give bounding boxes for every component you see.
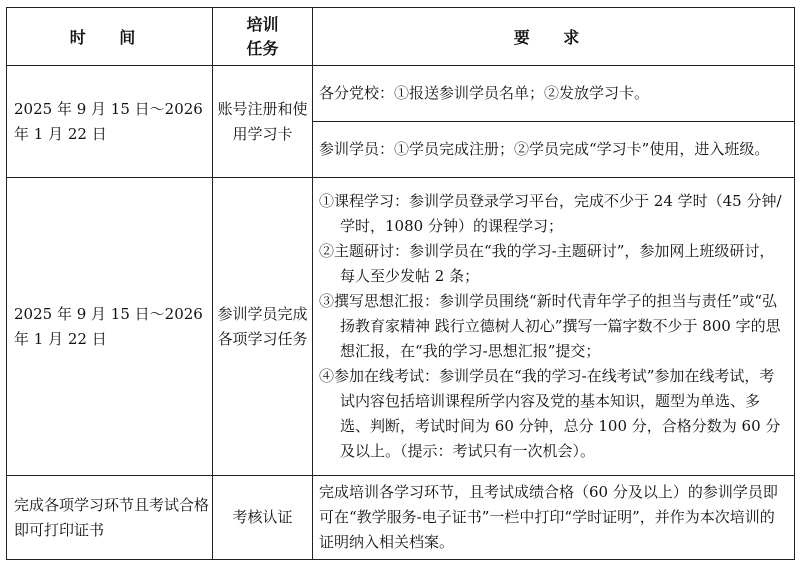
header-task: 培训 任务 (213, 8, 313, 66)
requirement-text: 完成培训各学习环节，且考试成绩合格（60 分及以上）的参训学员即可在“教学服务-电子证书”一栏中打印“学时证明”，并作为本次培训的证明纳入相关档案。 (319, 483, 778, 551)
requirement-item: ④参加在线考试：参训学员在“我的学习-在线考试”参加在线考试，考试内容包括培训课程所学内容及党的基本知识，题型为单选、多选、判断，考试时间为 60 分钟，总分 100 分，合格分数为 60 分及以上。（提示：考试只有一次机会）。 (319, 367, 781, 460)
row1-period: 2025 年 9 月 15 日～2026 年 1 月 22 日 (7, 66, 213, 178)
table-row (7, 476, 795, 560)
requirement-item: ①课程学习：参训学员登录学习平台，完成不少于 24 学时（45 分钟/学时，1080 分钟）的课程学习； (319, 192, 782, 235)
table-row (7, 178, 795, 476)
header-row (7, 8, 795, 66)
requirement-text: 参训学员：①学员完成注册；②学员完成“学习卡”使用，进入班级。 (319, 140, 770, 158)
row2-task: 参训学员完成各项学习任务 (213, 178, 313, 476)
requirement-text: 各分党校：①报送参训学员名单；②发放学习卡。 (319, 84, 650, 102)
row3-requirements (313, 476, 795, 560)
row1-req-trainee (313, 122, 795, 178)
row3-period: 完成各项学习环节且考试合格即可打印证书 (7, 476, 213, 560)
requirement-item: ③撰写思想汇报：参训学员围绕“新时代青年学子的担当与责任”或“弘扬教育家精神 践行立德树人初心”撰写一篇字数不少于 800 字的思想汇报，在“我的学习-思想汇报”提交； (319, 292, 781, 360)
training-schedule-table-wrapper (6, 7, 794, 559)
row3-task: 考核认证 (213, 476, 313, 560)
requirement-item: ②主题研讨：参训学员在“我的学习-主题研讨”，参加网上班级研讨，每人至少发帖 2 条； (319, 242, 775, 285)
training-schedule-table (6, 7, 795, 560)
row2-period: 2025 年 9 月 15 日～2026 年 1 月 22 日 (7, 178, 213, 476)
row2-requirements (313, 178, 795, 476)
row1-req-branch (313, 66, 795, 122)
table-row (7, 66, 795, 122)
header-requirements: 要 求 (313, 8, 795, 66)
header-period: 时 间 (7, 8, 213, 66)
row1-task: 账号注册和使用学习卡 (213, 66, 313, 178)
